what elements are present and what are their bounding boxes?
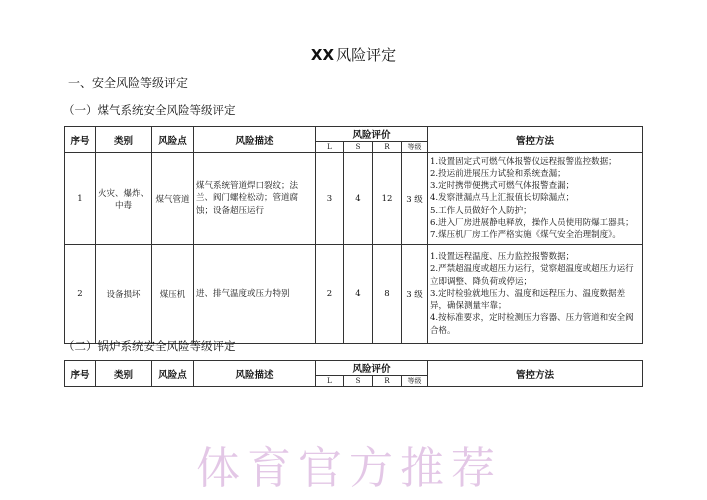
header-eval: 风险评价 [316, 127, 428, 142]
row-no: 2 [65, 245, 96, 344]
row-level: 3 级 [402, 153, 428, 245]
method-item: 1.设置远程温度、压力监控报警数据； [430, 252, 575, 263]
row-r: 12 [373, 153, 402, 245]
header-no: 序号 [65, 127, 96, 153]
row-desc: 进、排气温度或压力特别 [194, 245, 316, 344]
header-level: 等级 [402, 376, 428, 387]
watermark: 体育官方推荐 [196, 443, 502, 494]
header-s: S [344, 142, 373, 153]
method-item: 4.发察泄漏点马上汇报值长切除漏点； [430, 193, 575, 204]
row-s: 4 [344, 245, 373, 344]
header-s: S [344, 376, 373, 387]
row-no: 1 [65, 153, 96, 245]
header-category: 类别 [96, 127, 152, 153]
method-item: 6.进入厂房进展静电释放，操作人员使用防爆工器具； [430, 217, 634, 228]
title-prefix: XX [310, 46, 335, 64]
row-s: 4 [344, 153, 373, 245]
subsection-heading-gas: （一）煤气系统安全风险等级评定 [63, 103, 236, 117]
page-title [0, 44, 707, 65]
method-item: 3.定时携带便携式可燃气体报警查漏； [430, 181, 575, 192]
header-desc: 风险描述 [194, 127, 316, 153]
method-item: 1.设置固定式可燃气体报警仪远程报警监控数据； [430, 156, 617, 167]
row-category: 设备损坏 [96, 245, 152, 344]
method-item: 2.严禁超温度或超压力运行，觉察超温度或超压力运行立即调整、降负荷或停运； [430, 264, 634, 287]
title-main: 风险评定 [336, 46, 397, 64]
row-methods [428, 153, 643, 245]
method-item: 5.工作人员做好个人防护； [430, 205, 532, 216]
row-level: 3 级 [402, 245, 428, 344]
header-eval: 风险评价 [316, 361, 428, 376]
row-point: 煤压机 [152, 245, 194, 344]
boiler-risk-table [64, 360, 643, 387]
method-item: 4.按标准要求，定时检测压力容器、压力管道和安全阀合格。 [430, 313, 634, 336]
header-point: 风险点 [152, 127, 194, 153]
gas-risk-table [64, 126, 643, 344]
row-desc: 煤气系统管道焊口裂纹；法兰、阀门螺栓松动；管道腐蚀；设备超压运行 [194, 153, 316, 245]
header-no: 序号 [65, 361, 96, 387]
row-l: 2 [316, 245, 344, 344]
section-heading: 一、安全风险等级评定 [68, 76, 189, 90]
row-l: 3 [316, 153, 344, 245]
header-method: 管控方法 [428, 127, 643, 153]
row-methods [428, 245, 643, 344]
header-r: R [373, 142, 402, 153]
row-category: 火灾、爆炸、中毒 [96, 153, 152, 245]
method-item: 7.煤压机厂房工作严格实施《煤气安全治理制度》。 [430, 230, 621, 240]
method-item: 2.投运前进展压力试验和系统查漏； [430, 168, 566, 179]
header-level: 等级 [402, 142, 428, 153]
header-l: L [316, 376, 344, 387]
header-category: 类别 [96, 361, 152, 387]
method-item: 3.定时检验就地压力、温度和远程压力、温度数据差异，确保测量牢靠； [430, 288, 626, 312]
table-row [65, 245, 643, 344]
subsection-heading-boiler: （二）锅炉系统安全风险等级评定 [63, 339, 236, 353]
header-method: 管控方法 [428, 361, 643, 387]
header-point: 风险点 [152, 361, 194, 387]
row-r: 8 [373, 245, 402, 344]
header-desc: 风险描述 [194, 361, 316, 387]
table-row [65, 153, 643, 245]
header-r: R [373, 376, 402, 387]
row-point: 煤气管道 [152, 153, 194, 245]
header-l: L [316, 142, 344, 153]
